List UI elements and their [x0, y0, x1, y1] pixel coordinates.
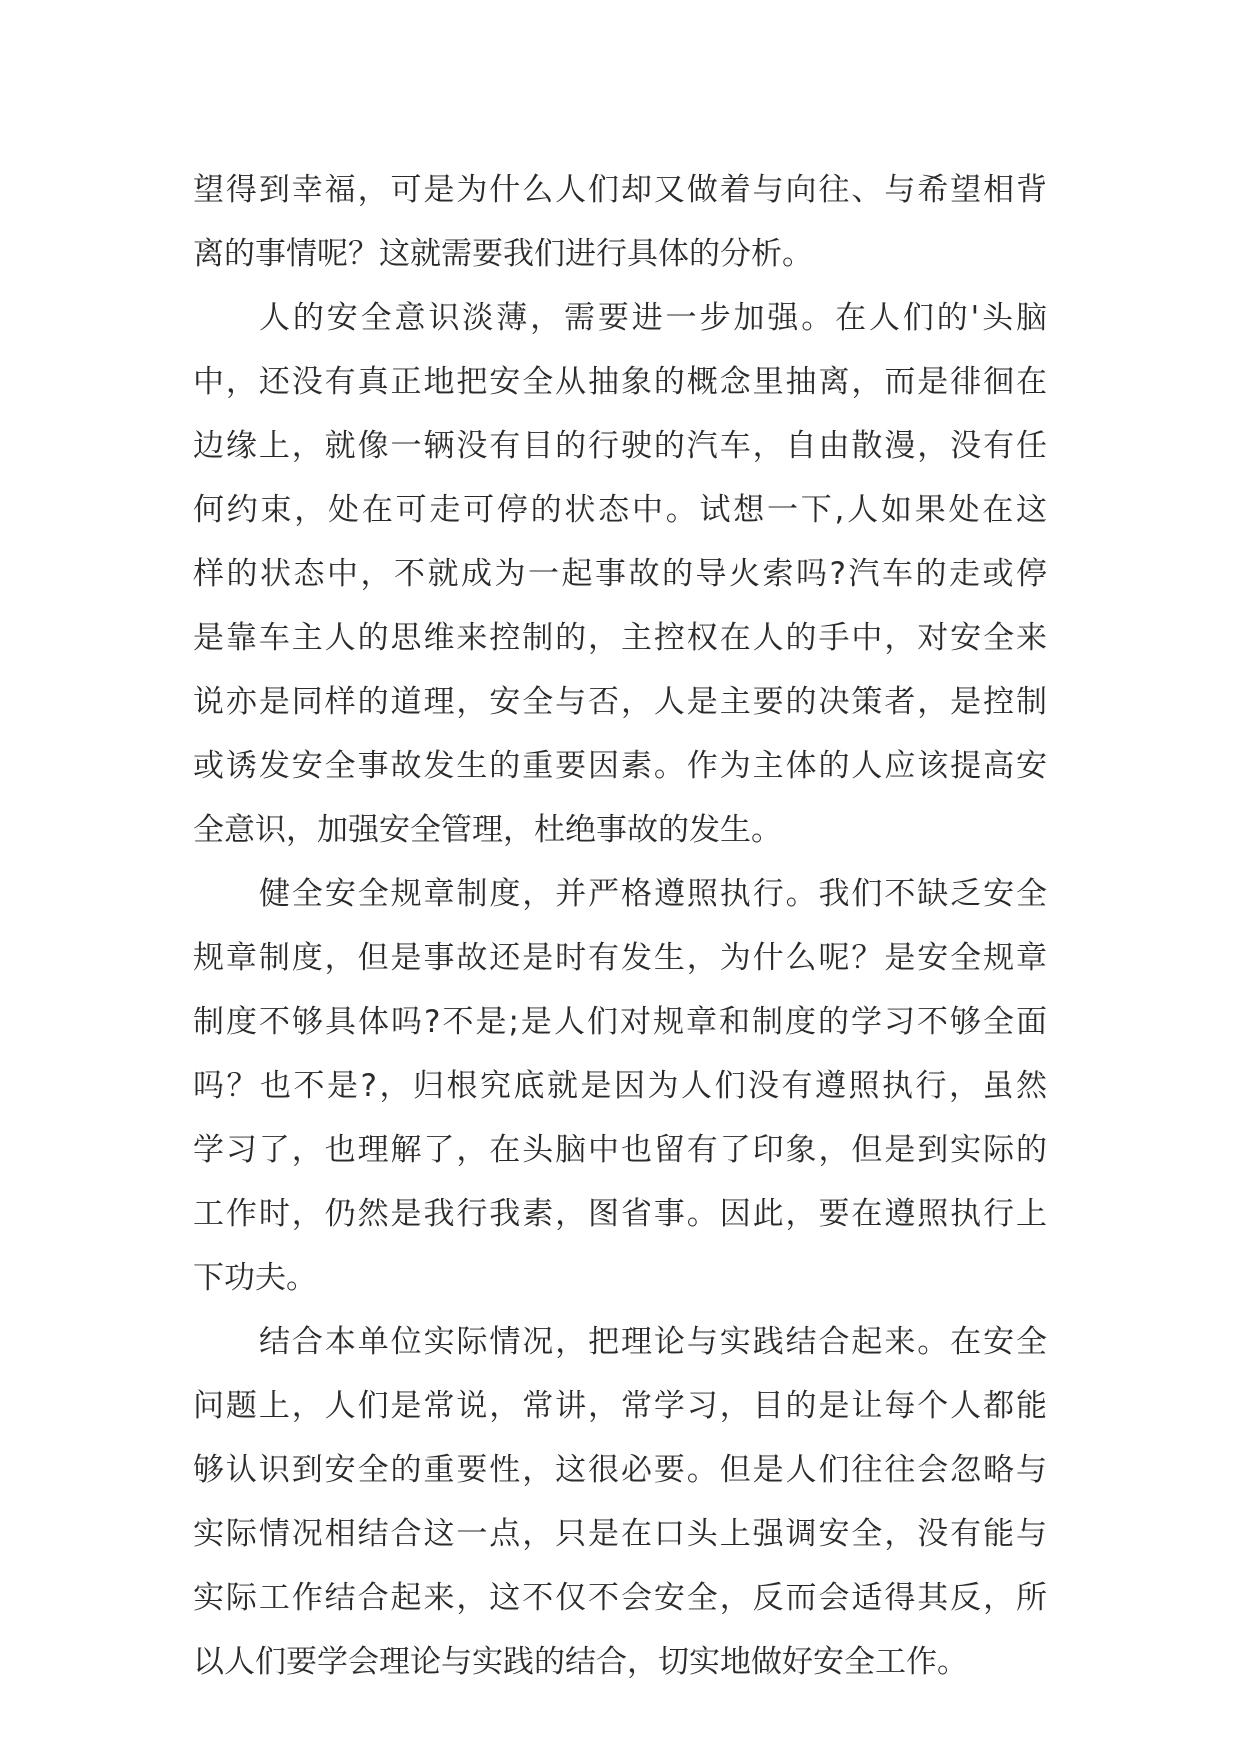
text-line: 望得到幸福，可是为什么人们却又做着与向往、与希望相背 [193, 172, 1047, 208]
document-body [193, 158, 1047, 1694]
text-line: 何约束，处在可走可停的状态中。试想一下,人如果处在这 [193, 492, 1047, 528]
text-line: 实际工作结合起来，这不仅不会安全，反而会适得其反，所 [193, 1580, 1047, 1616]
text-line: 下功夫。 [193, 1260, 317, 1296]
text-line: 够认识到安全的重要性，这很必要。但是人们往往会忽略与 [193, 1452, 1047, 1488]
text-line: 学习了，也理解了，在头脑中也留有了印象，但是到实际的 [193, 1132, 1047, 1168]
paragraph-3 [193, 862, 1047, 1310]
text-line: 或诱发安全事故发生的重要因素。作为主体的人应该提高安 [193, 748, 1047, 784]
paragraph-1 [193, 158, 1047, 286]
text-line: 吗？也不是?，归根究底就是因为人们没有遵照执行，虽然 [193, 1068, 1047, 1104]
text-line: 制度不够具体吗?不是;是人们对规章和制度的学习不够全面 [193, 1004, 1047, 1040]
text-line: 健全安全规章制度，并严格遵照执行。我们不缺乏安全 [259, 876, 1047, 912]
text-line: 问题上，人们是常说，常讲，常学习，目的是让每个人都能 [193, 1388, 1047, 1424]
text-line: 中，还没有真正地把安全从抽象的概念里抽离，而是徘徊在 [193, 364, 1047, 400]
paragraph-2 [193, 286, 1047, 862]
text-line: 工作时，仍然是我行我素，图省事。因此，要在遵照执行上 [193, 1196, 1047, 1232]
text-line: 说亦是同样的道理，安全与否，人是主要的决策者，是控制 [193, 684, 1047, 720]
paragraph-4 [193, 1310, 1047, 1694]
text-line: 离的事情呢？这就需要我们进行具体的分析。 [193, 236, 813, 272]
text-line: 规章制度，但是事故还是时有发生，为什么呢？是安全规章 [193, 940, 1047, 976]
text-line: 实际情况相结合这一点，只是在口头上强调安全，没有能与 [193, 1516, 1047, 1552]
text-line: 人的安全意识淡薄，需要进一步加强。在人们的'头脑 [259, 300, 1047, 336]
text-line: 全意识，加强安全管理，杜绝事故的发生。 [193, 812, 782, 848]
text-line: 结合本单位实际情况，把理论与实践结合起来。在安全 [259, 1324, 1047, 1360]
text-line: 样的状态中，不就成为一起事故的导火索吗?汽车的走或停 [193, 556, 1047, 592]
text-line: 以人们要学会理论与实践的结合，切实地做好安全工作。 [193, 1644, 968, 1680]
text-line: 边缘上，就像一辆没有目的行驶的汽车，自由散漫，没有任 [193, 428, 1047, 464]
text-line: 是靠车主人的思维来控制的，主控权在人的手中，对安全来 [193, 620, 1047, 656]
